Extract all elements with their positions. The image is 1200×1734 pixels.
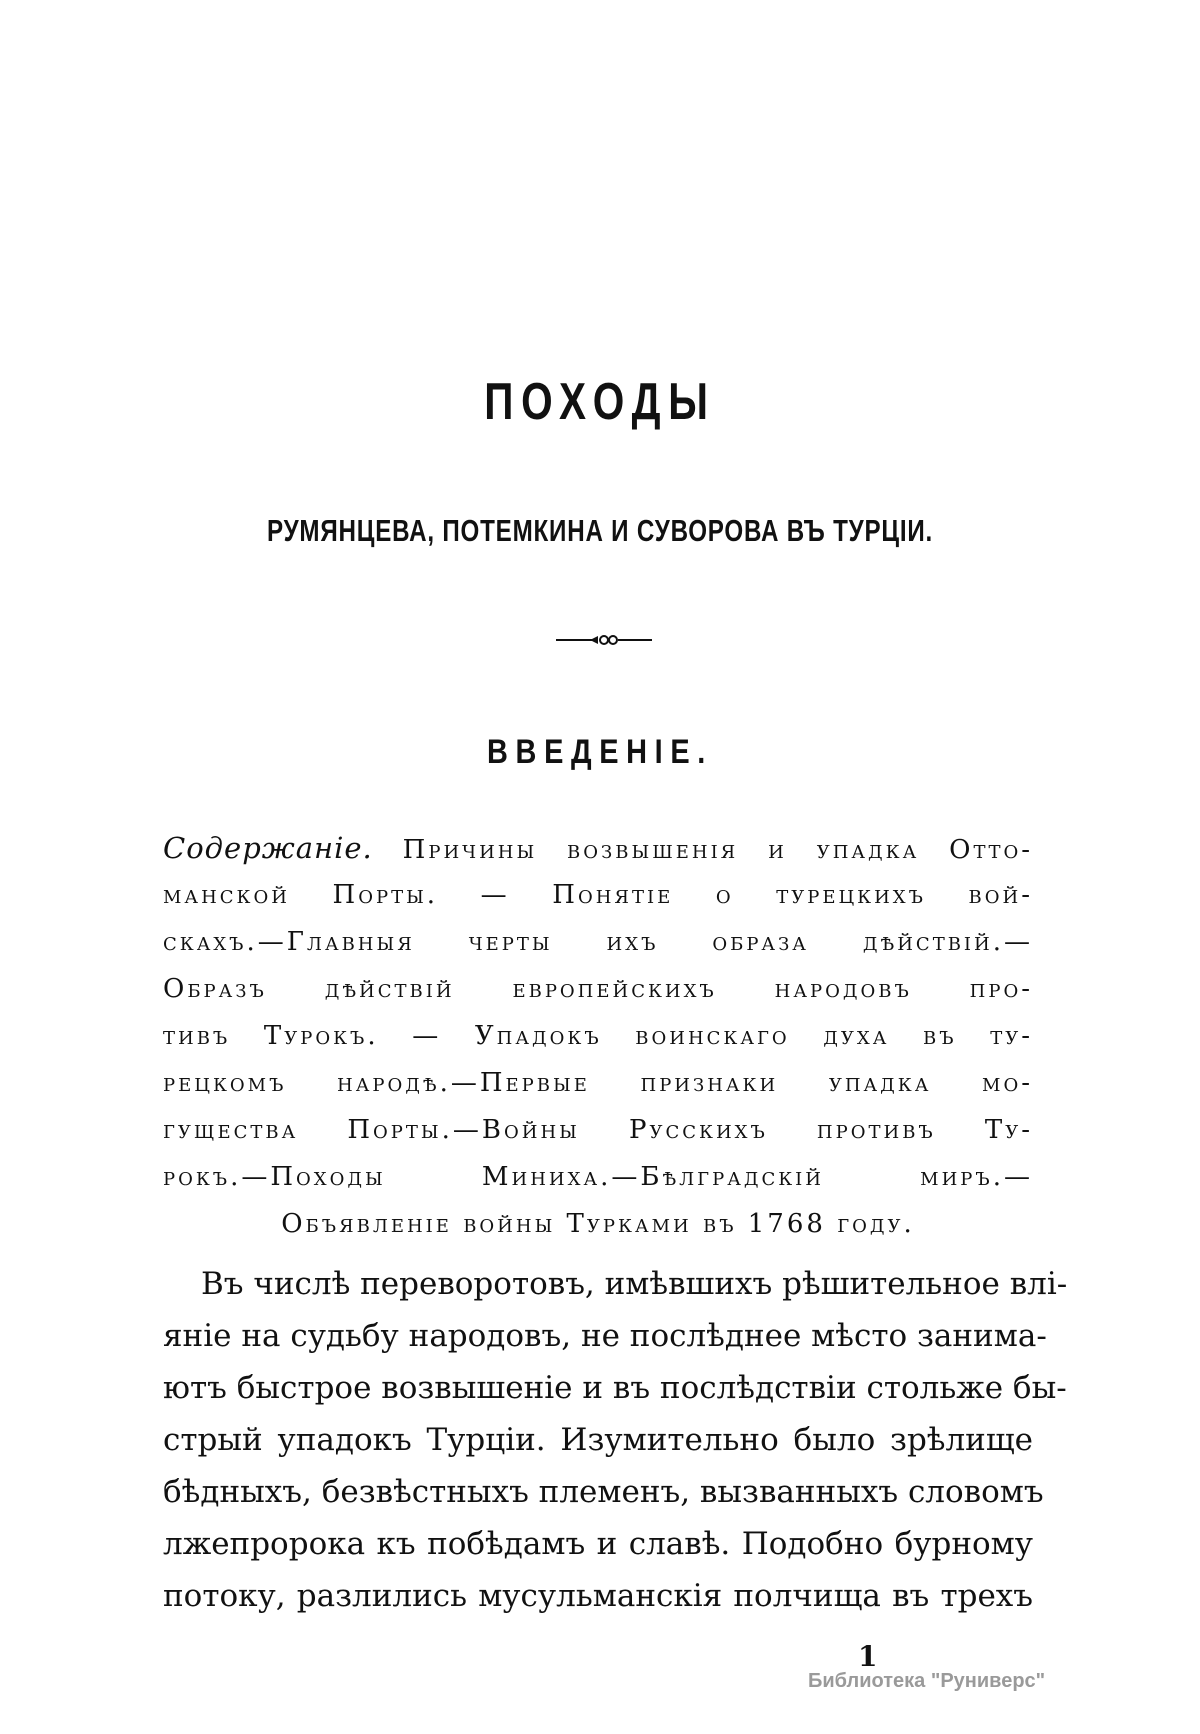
summary-line: рецкомъ народѣ.—Первые признаки упадка мо- xyxy=(163,1068,1033,1098)
summary-line: рокъ.—Походы Миниха.—Бѣлградскій миръ.— xyxy=(163,1162,1033,1192)
summary-line: гущества Порты.—Войны Русскихъ противъ Ту- xyxy=(163,1115,1033,1145)
summary-label: Содержаніе. xyxy=(163,831,373,865)
page-title: ПОХОДЫ xyxy=(484,373,716,431)
summary-line: манской Порты. — Понятіе о турецкихъ вой- xyxy=(163,880,1033,910)
body-line: потоку, разлились мусульманскія полчища въ трехъ xyxy=(163,1578,1033,1614)
body-line: ютъ быстрое возвышеніе и въ послѣдствіи стольже бы- xyxy=(163,1370,1067,1406)
contents-summary xyxy=(163,825,1033,1248)
body-line: лжепророка къ побѣдамъ и славѣ. Подобно бурному xyxy=(163,1526,1033,1562)
body-paragraph xyxy=(163,1258,1068,1622)
section-heading: ВВЕДЕНІЕ. xyxy=(487,733,713,771)
library-watermark: Библиотека "Руниверс" xyxy=(808,1670,1046,1692)
body-line: яніе на судьбу народовъ, не послѣднее мѣсто занима- xyxy=(163,1318,1047,1354)
summary-line: Объявленіе войны Турками въ 1768 году. xyxy=(281,1209,915,1239)
summary-line: скахъ.—Главныя черты ихъ образа дѣйствій.— xyxy=(163,927,1033,957)
summary-line-text: Причины возвышенія и упадка Отто- xyxy=(402,835,1033,865)
body-line: Въ числѣ переворотовъ, имѣвшихъ рѣшительное влі- xyxy=(201,1266,1068,1302)
summary-line: тивъ Турокъ. — Упадокъ воинскаго духа въ ту- xyxy=(163,1021,1033,1051)
summary-line xyxy=(163,825,1033,872)
ornament-divider-icon xyxy=(554,632,654,648)
body-line: бѣдныхъ, безвѣстныхъ племенъ, вызванныхъ словомъ xyxy=(163,1474,1044,1510)
body-line: стрый упадокъ Турціи. Изумительно было зрѣлище xyxy=(163,1422,1033,1458)
page-subtitle: РУМЯНЦЕВА, ПОТЕМКИНА И СУВОРОВА ВЪ ТУРЦІИ. xyxy=(267,513,933,548)
summary-line: Образъ дѣйствій европейскихъ народовъ про- xyxy=(163,974,1033,1004)
page-number: 1 xyxy=(858,1640,878,1673)
